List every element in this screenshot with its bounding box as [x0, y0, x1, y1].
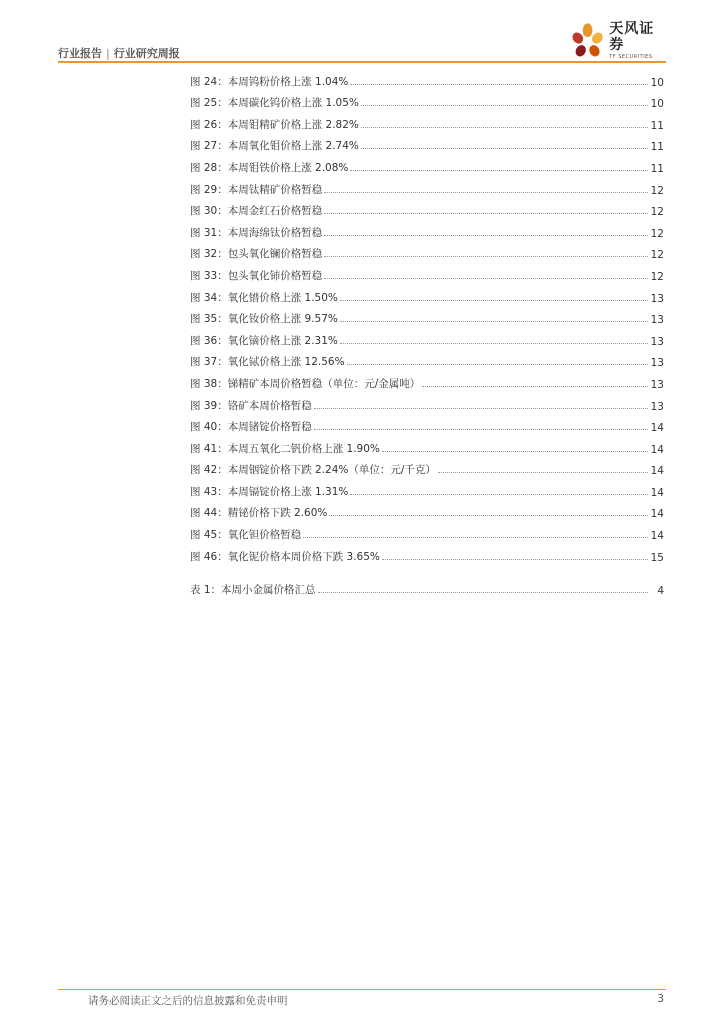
toc-entry-page: 12	[650, 249, 664, 262]
toc-entry-page: 13	[650, 292, 664, 305]
toc-entry[interactable]	[190, 391, 664, 413]
toc-entry-page: 14	[650, 530, 664, 543]
toc-leader-dots	[438, 472, 648, 473]
toc-entry-page: 4	[657, 585, 664, 598]
toc-leader-dots	[324, 213, 648, 214]
header-separator: |	[106, 46, 110, 60]
toc-entry-label: 图 24：本周钨粉价格上涨 1.04%	[190, 75, 349, 88]
toc-entry-page: 13	[650, 314, 664, 327]
table-of-figures	[190, 67, 664, 597]
header-divider	[58, 61, 666, 63]
flower-logo-icon	[568, 22, 607, 60]
toc-entry[interactable]	[190, 499, 664, 521]
toc-entry-label: 图 43：本周镉锭价格上涨 1.31%	[190, 485, 349, 498]
toc-entry-page: 12	[650, 206, 664, 219]
toc-entry[interactable]	[190, 576, 664, 598]
toc-entry[interactable]	[190, 283, 664, 305]
toc-leader-dots	[303, 537, 648, 538]
toc-entry-page: 13	[650, 357, 664, 370]
toc-leader-dots	[340, 300, 648, 301]
toc-entry-label: 图 36：氧化镝价格上涨 2.31%	[190, 334, 338, 347]
toc-entry-label: 图 26：本周钼精矿价格上涨 2.82%	[190, 118, 359, 131]
toc-entry[interactable]	[190, 110, 664, 132]
toc-entry-page: 12	[650, 184, 664, 197]
toc-entry-label: 图 27：本周氧化钼价格上涨 2.74%	[190, 140, 359, 153]
toc-entry-label: 图 38：锑精矿本周价格暂稳（单位：元/金属吨）	[190, 377, 421, 390]
toc-entry-page: 15	[650, 551, 664, 564]
toc-entry-page: 13	[650, 335, 664, 348]
toc-entry[interactable]	[190, 305, 664, 327]
toc-entry-page: 14	[650, 508, 664, 521]
toc-entry-label: 图 44：精铋价格下跌 2.60%	[190, 507, 328, 520]
toc-entry[interactable]	[190, 197, 664, 219]
toc-entry[interactable]	[190, 434, 664, 456]
toc-entry-page: 10	[650, 98, 664, 111]
toc-entry[interactable]	[190, 542, 664, 564]
toc-entry[interactable]	[190, 456, 664, 478]
toc-entry-label: 图 41：本周五氧化二钒价格上涨 1.90%	[190, 442, 380, 455]
toc-entry-page: 11	[650, 162, 664, 175]
toc-entry-label: 图 28：本周钼铁价格上涨 2.08%	[190, 161, 349, 174]
toc-leader-dots	[324, 256, 648, 257]
toc-entry-label: 图 37：氧化铽价格上涨 12.56%	[190, 356, 345, 369]
toc-entry-page: 12	[650, 227, 664, 240]
toc-entry-label: 图 32：包头氧化镧价格暂稳	[190, 248, 323, 261]
toc-leader-dots	[324, 192, 648, 193]
toc-entry-page: 14	[650, 443, 664, 456]
toc-entry-label: 图 30：本周金红石价格暂稳	[190, 205, 323, 218]
toc-entry[interactable]	[190, 261, 664, 283]
toc-leader-dots	[324, 235, 648, 236]
toc-entry[interactable]	[190, 153, 664, 175]
toc-entry-page: 13	[650, 378, 664, 391]
toc-entry-page: 14	[650, 422, 664, 435]
toc-leader-dots	[350, 84, 648, 85]
toc-leader-dots	[361, 127, 648, 128]
toc-leader-dots	[324, 278, 648, 279]
toc-entry-label: 图 45：氧化钽价格暂稳	[190, 529, 302, 542]
toc-leader-dots	[329, 515, 648, 516]
toc-entry-label: 图 34：氧化镨价格上涨 1.50%	[190, 291, 338, 304]
toc-entry-label: 图 39：铬矿本周价格暂稳	[190, 399, 312, 412]
toc-leader-dots	[361, 105, 648, 106]
toc-leader-dots	[347, 364, 648, 365]
toc-entry[interactable]	[190, 348, 664, 370]
report-header	[58, 45, 180, 61]
toc-entry-label: 图 25：本周碳化钨价格上涨 1.05%	[190, 97, 359, 110]
toc-entry-label: 图 35：氧化钕价格上涨 9.57%	[190, 313, 338, 326]
toc-entry[interactable]	[190, 413, 664, 435]
toc-entry[interactable]	[190, 477, 664, 499]
logo-english-name: TF SECURITIES	[609, 54, 653, 60]
toc-leader-dots	[422, 386, 648, 387]
toc-entry[interactable]	[190, 67, 664, 89]
toc-entry[interactable]	[190, 89, 664, 111]
toc-leader-dots	[350, 494, 648, 495]
toc-leader-dots	[314, 429, 648, 430]
logo-chinese-name: 天风证券	[609, 21, 655, 53]
toc-leader-dots	[318, 592, 648, 593]
toc-leader-dots	[314, 408, 648, 409]
toc-leader-dots	[382, 451, 648, 452]
toc-entry[interactable]	[190, 175, 664, 197]
toc-leader-dots	[340, 343, 648, 344]
toc-entry-page: 10	[650, 76, 664, 89]
toc-entry-page: 13	[650, 400, 664, 413]
toc-entry[interactable]	[190, 369, 664, 391]
toc-entry[interactable]	[190, 520, 664, 542]
toc-entry-page: 14	[650, 486, 664, 499]
page-number: 3	[657, 993, 664, 1005]
toc-entry[interactable]	[190, 240, 664, 262]
footer-divider	[58, 989, 666, 990]
toc-entry-label: 图 29：本周钛精矿价格暂稳	[190, 183, 323, 196]
company-logo	[568, 22, 668, 60]
toc-leader-dots	[340, 321, 648, 322]
toc-section-gap	[190, 564, 664, 576]
footer-disclaimer: 请务必阅读正文之后的信息披露和免责申明	[88, 995, 288, 1007]
report-type-label: 行业报告	[58, 47, 102, 60]
toc-entry-label: 图 40：本周锗锭价格暂稳	[190, 421, 312, 434]
toc-entry[interactable]	[190, 132, 664, 154]
toc-entry-page: 11	[650, 119, 664, 132]
toc-entry-label: 表 1：本周小金属价格汇总	[190, 584, 316, 597]
toc-entry-label: 图 46：氧化铌价格本周价格下跌 3.65%	[190, 550, 380, 563]
toc-entry-label: 图 31：本周海绵钛价格暂稳	[190, 226, 323, 239]
toc-leader-dots	[361, 148, 648, 149]
toc-entry[interactable]	[190, 326, 664, 348]
toc-leader-dots	[350, 170, 648, 171]
toc-entry-page: 12	[650, 270, 664, 283]
toc-entry-page: 11	[650, 141, 664, 154]
toc-entry[interactable]	[190, 218, 664, 240]
toc-entry-label: 图 42：本周铟锭价格下跌 2.24%（单位：元/千克）	[190, 464, 436, 477]
report-subtype-label: 行业研究周报	[113, 47, 180, 60]
toc-entry-label: 图 33：包头氧化铈价格暂稳	[190, 269, 323, 282]
toc-entry-page: 14	[650, 465, 664, 478]
toc-leader-dots	[382, 559, 648, 560]
